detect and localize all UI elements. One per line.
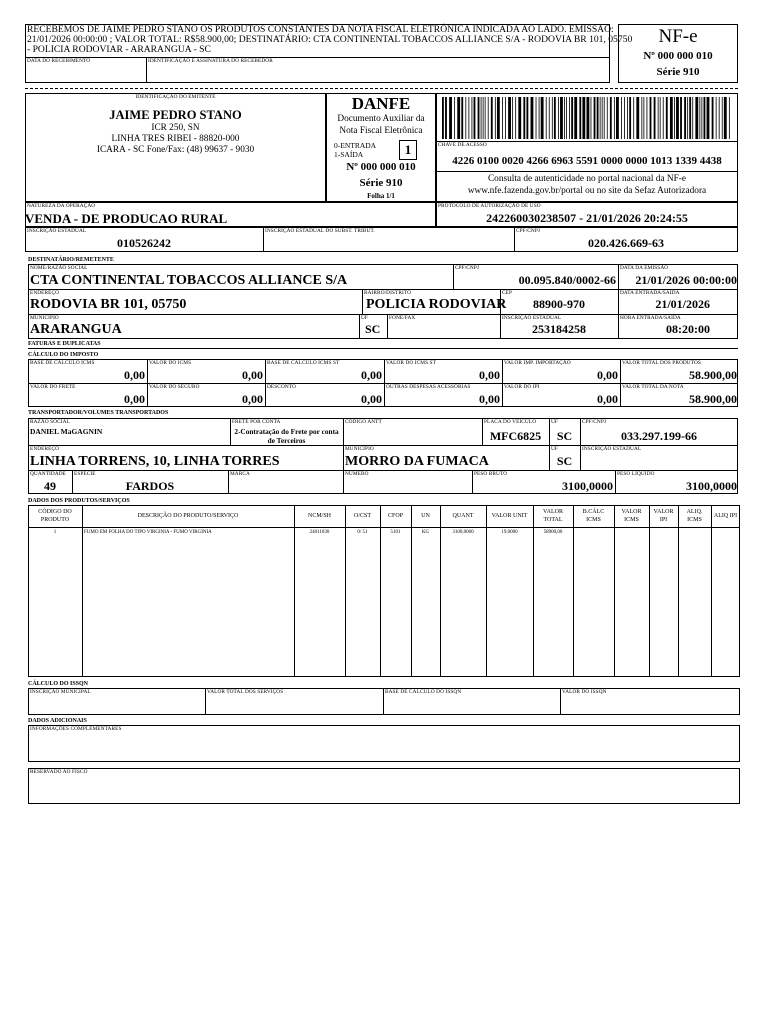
label-peso-bruto: PESO BRUTO [474, 471, 508, 477]
consulta-line2: www.nfe.fazenda.gov.br/portal ou no site da Sefaz Autorizadora [467, 186, 707, 196]
label-bc-issqn: BASE DE CÁLCULO DO ISSQN [385, 689, 462, 695]
th-valor-total-1: VALOR [543, 509, 563, 515]
valor-frete-value: 0,00 [124, 392, 145, 406]
label-cnpj-emitente: CPF/CNPJ [516, 228, 541, 234]
th-valor-total-2: TOTAL [543, 517, 563, 523]
label-placa: PLACA DO VEÍCULO [484, 419, 537, 425]
imp-importacao-value: 0,00 [597, 368, 618, 382]
section-issqn: CÁLCULO DO ISSQN [28, 681, 89, 687]
cell-codigo: 1 [53, 530, 57, 535]
danfe-saida: 1-SAÍDA [334, 150, 364, 159]
valor-icms-st-value: 0,00 [479, 368, 500, 382]
th-valor-icms-2: ICMS [624, 517, 639, 523]
danfe-number: Nº 000 000 010 [346, 161, 416, 173]
th-aliq-icms-1: ALIQ. [686, 509, 703, 515]
valor-ipi-value: 0,00 [597, 392, 618, 406]
destinatario-cep: 88900-970 [533, 297, 585, 311]
th-valor-ipi-1: VALOR [653, 509, 674, 515]
label-natureza-operacao: NATUREZA DA OPERAÇÃO [27, 203, 96, 209]
label-valor-servicos: VALOR TOTAL DOS SERVIÇOS [207, 689, 284, 695]
destinatario-ie: 253184258 [532, 322, 586, 336]
label-valor-icms: VALOR DO ICMS [149, 360, 192, 366]
valor-seguro-value: 0,00 [242, 392, 263, 406]
section-produtos: DADOS DOS PRODUTOS/SERVIÇOS [28, 498, 130, 504]
total-produtos-value: 58.900,00 [689, 368, 737, 382]
th-bc-icms-1: B.CÁLC [582, 509, 605, 515]
label-reservado-fisco: RESERVADO AO FISCO [30, 769, 88, 775]
label-data-emissao: DATA DA EMISSÃO [620, 265, 669, 271]
label-ie-destinatario: INSCRIÇÃO ESTADUAL [502, 315, 562, 321]
cut-line [25, 88, 738, 89]
cell-un: KG [421, 530, 430, 535]
chave-value: 4226 0100 0020 4266 6963 5591 0000 0000 1013 1339 4438 [452, 155, 722, 167]
danfe-subtitle1: Documento Auxiliar da [337, 114, 425, 124]
consulta-line1: Consulta de autenticidade no portal nacional da NF-e [487, 174, 686, 184]
label-cnpj-transportador: CPF/CNPJ [582, 419, 607, 425]
label-protocolo: PROTOCOLO DE AUTORIZAÇÃO DE USO [438, 203, 541, 209]
destinatario-bairro: POLICIA RODOVIAR [366, 297, 507, 312]
label-endereco-transportador: ENDEREÇO [30, 446, 60, 452]
th-cfop: CFOP [387, 513, 403, 519]
barcode-image [442, 97, 732, 139]
label-valor-ipi: VALOR DO IPI [504, 384, 540, 390]
hora-saida-value: 08:20:00 [666, 322, 710, 336]
cell-quant: 3100,0000 [452, 530, 474, 535]
th-cst: O/CST [353, 513, 371, 519]
emitente-name: JAIME PEDRO STANO [109, 108, 242, 122]
section-destinatario: DESTINATÁRIO/REMETENTE [28, 257, 114, 263]
th-un: UN [421, 513, 430, 519]
data-emissao-value: 21/01/2026 00:00:00 [635, 273, 737, 287]
destinatario-municipio: ARARANGUA [30, 322, 122, 337]
cnpj-emitente-value: 020.426.669-63 [588, 236, 664, 250]
label-ie-transportador: INSCRIÇÃO ESTADUAL [582, 446, 642, 452]
uf-placa-value: SC [556, 429, 573, 443]
label-inscricao-municipal: INSCRIÇÃO MUNICIPAL [30, 689, 91, 695]
th-aliq-ipi: ALIQ IPI [713, 513, 738, 519]
label-total-produtos: VALOR TOTAL DOS PRODUTOS [622, 360, 701, 366]
label-peso-liquido: PESO LÍQUIDO [617, 471, 655, 477]
emitente-address2: LINHA TRES RIBEI - 88820-000 [111, 134, 240, 144]
danfe-tipo: 1 [404, 142, 412, 157]
danfe-subtitle2: Nota Fiscal Eletrônica [339, 126, 423, 136]
receipt-text-line3: - POLICIA RODOVIAR - ARARANGUA - SC [27, 44, 211, 55]
receipt-text-line1: RECEBEMOS DE JAIME PEDRO STANO OS PRODUTOS CONSTANTES DA NOTA FISCAL ELETRÔNICA INDICADA AO LADO. EMISSÃO: [27, 24, 614, 35]
valor-icms-value: 0,00 [242, 368, 263, 382]
label-uf-destinatario: UF [361, 315, 368, 321]
desconto-value: 0,00 [361, 392, 382, 406]
label-quantidade: QUANTIDADE [30, 471, 67, 477]
label-marca: MARCA [230, 471, 250, 477]
cell-ncm: 24011030 [309, 530, 330, 535]
cnpj-transportador-value: 033.297.199-66 [621, 429, 697, 443]
canhoto-nfe-number: Nº 000 000 010 [643, 50, 713, 62]
label-municipio-transportador: MUNICÍPIO [345, 446, 374, 452]
label-ie-subst: INSCRIÇÃO ESTADUAL DO SUBST. TRIBUT. [265, 228, 375, 234]
data-saida-value: 21/01/2026 [655, 297, 710, 311]
label-informacoes-complementares: INFORMAÇÕES COMPLEMENTARES [30, 726, 122, 732]
destinatario-nome: CTA CONTINENTAL TOBACCOS ALLIANCE S/A [30, 273, 348, 288]
label-endereco-destinatario: ENDEREÇO [30, 290, 60, 296]
danfe-folha: Folha 1/1 [367, 192, 395, 200]
label-numero: NÚMERO [345, 471, 369, 477]
quantidade-value: 49 [44, 479, 56, 493]
cell-valor-unit: 19,0000 [501, 530, 518, 535]
label-hora-saida: HORA ENTRADA/SAÍDA [620, 315, 681, 321]
cell-cst: 0/ 51 [357, 530, 368, 535]
uf-transportador-value: SC [556, 454, 573, 468]
transportador-razao: DANIEL MaGAGNIN [30, 427, 103, 436]
frete-line1: 2-Contratação do Frete por conta [234, 427, 339, 436]
label-bc-icms-st: BASE DE CÁLCULO ICMS ST [267, 360, 340, 366]
label-uf-placa: UF [551, 419, 558, 425]
label-valor-seguro: VALOR DO SEGURO [149, 384, 200, 390]
peso-liquido-value: 3100,0000 [686, 479, 737, 493]
placa-value: MFC6825 [489, 429, 542, 443]
destinatario-uf: SC [365, 322, 381, 336]
label-valor-frete: VALOR DO FRETE [30, 384, 76, 390]
protocolo-value: 242260030238507 - 21/01/2026 20:24:55 [486, 211, 688, 225]
label-fone-fax: FONE/FAX [389, 315, 416, 321]
transportador-municipio: MORRO DA FUMACA [345, 454, 489, 469]
label-codigo-antt: CÓDIGO ANTT [345, 419, 382, 425]
especie-value: FARDOS [125, 479, 175, 493]
label-data-recebimento: DATA DO RECEBIMENTO [27, 58, 91, 64]
label-bairro: BAIRRO/DISTRITO [364, 290, 412, 296]
label-cep: CEP [502, 290, 513, 296]
th-quant: QUANT [452, 513, 474, 519]
bc-icms-value: 0,00 [124, 368, 145, 382]
frete-line2: de Terceiros [267, 436, 306, 445]
th-valor-icms-1: VALOR [621, 509, 642, 515]
cell-cfop: 5101 [390, 530, 401, 535]
label-chave-acesso: CHAVE DE ACESSO [438, 142, 487, 148]
label-cnpj-destinatario: CPF/CNPJ [455, 265, 480, 271]
reservado-fisco-box [28, 768, 740, 804]
label-ie-emitente: INSCRIÇÃO ESTADUAL [27, 228, 87, 234]
receipt-text-line2: 21/01/2026 00:00:00 ; VALOR TOTAL: R$58.900,00; DESTINATÁRIO: CTA CONTINENTAL TOBACCOS ALLIANCE S/A - RODOVIA BR 101, 05750 [27, 34, 633, 45]
label-bc-icms: BASE DE CÁLCULO ICMS [30, 360, 95, 366]
th-codigo-2: PRODUTO [40, 517, 70, 523]
label-uf-transportador: UF [551, 446, 558, 452]
transportador-endereco: LINHA TORRENS, 10, LINHA TORRES [30, 454, 280, 469]
outras-despesas-value: 0,00 [479, 392, 500, 406]
natureza-value: VENDA - DE PRODUCAO RURAL [25, 211, 228, 226]
label-valor-icms-st: VALOR DO ICMS ST [386, 360, 436, 366]
label-valor-issqn: VALOR DO ISSQN [562, 689, 607, 695]
section-transportador: TRANSPORTADOR/VOLUMES TRANSPORTADOS [28, 410, 169, 416]
label-especie: ESPÉCIE [74, 471, 96, 477]
label-municipio-destinatario: MUNICÍPIO [30, 315, 59, 321]
canhoto-nfe-title: NF-e [658, 26, 698, 47]
label-identificacao-emitente: IDENTIFICAÇÃO DO EMITENTE [135, 94, 216, 100]
label-outras-despesas: OUTRAS DESPESAS ACESSÓRIAS [386, 384, 471, 390]
th-ncm: NCM/SH [307, 513, 331, 519]
danfe-serie: Série 910 [359, 177, 403, 189]
th-bc-icms-2: ICMS [586, 517, 601, 523]
peso-bruto-value: 3100,0000 [562, 479, 613, 493]
informacoes-complementares-text [30, 734, 738, 760]
label-razao-transportador: RAZÃO SOCIAL [30, 419, 70, 425]
label-razao-social: NOME/RAZÃO SOCIAL [30, 265, 88, 271]
label-assinatura-recebedor: IDENTIFICAÇÃO E ASSINATURA DO RECEBEDOR [148, 58, 273, 64]
label-desconto: DESCONTO [267, 384, 296, 390]
th-aliq-icms-2: ICMS [687, 517, 702, 523]
emitente-address1: ICR 250, SN [151, 123, 200, 133]
cell-descricao: FUMO EM FOLHA DO TIPO VIRGINIA - FUMO VIRGINIA [84, 530, 212, 535]
canhoto-nfe-serie: Série 910 [656, 66, 700, 78]
bc-icms-st-value: 0,00 [361, 368, 382, 382]
label-imp-importacao: VALOR IMP. IMPORTAÇÃO [504, 360, 571, 366]
ie-emitente-value: 010526242 [117, 236, 171, 250]
section-calculo-imposto: CÁLCULO DO IMPOSTO [28, 352, 99, 358]
danfe-entrada: 0-ENTRADA [334, 141, 377, 150]
issqn-box [28, 688, 740, 715]
th-valor-ipi-2: IPI [659, 517, 668, 523]
th-descricao: DESCRIÇÃO DO PRODUTO/SERVIÇO [137, 513, 239, 519]
emitente-address3: ICARA - SC Fone/Fax: (48) 99637 - 9030 [96, 145, 255, 155]
total-nota-value: 58.900,00 [689, 392, 737, 406]
section-faturas: FATURAS E DUPLICATAS [28, 341, 101, 347]
cell-valor-total: 58900,00 [543, 530, 563, 535]
danfe-title: DANFE [351, 94, 411, 113]
th-valor-unit: VALOR UNIT [491, 513, 528, 519]
label-total-nota: VALOR TOTAL DA NOTA [622, 384, 684, 390]
destinatario-endereco: RODOVIA BR 101, 05750 [30, 297, 187, 312]
label-frete-por-conta: FRETE POR CONTA [232, 419, 281, 425]
th-codigo-1: CÓDIGO DO [38, 509, 72, 515]
destinatario-cnpj: 00.095.840/0002-66 [518, 273, 616, 287]
label-data-saida: DATA ENTRADA/SAÍDA [620, 290, 680, 296]
section-dados-adicionais: DADOS ADICIONAIS [28, 718, 87, 724]
